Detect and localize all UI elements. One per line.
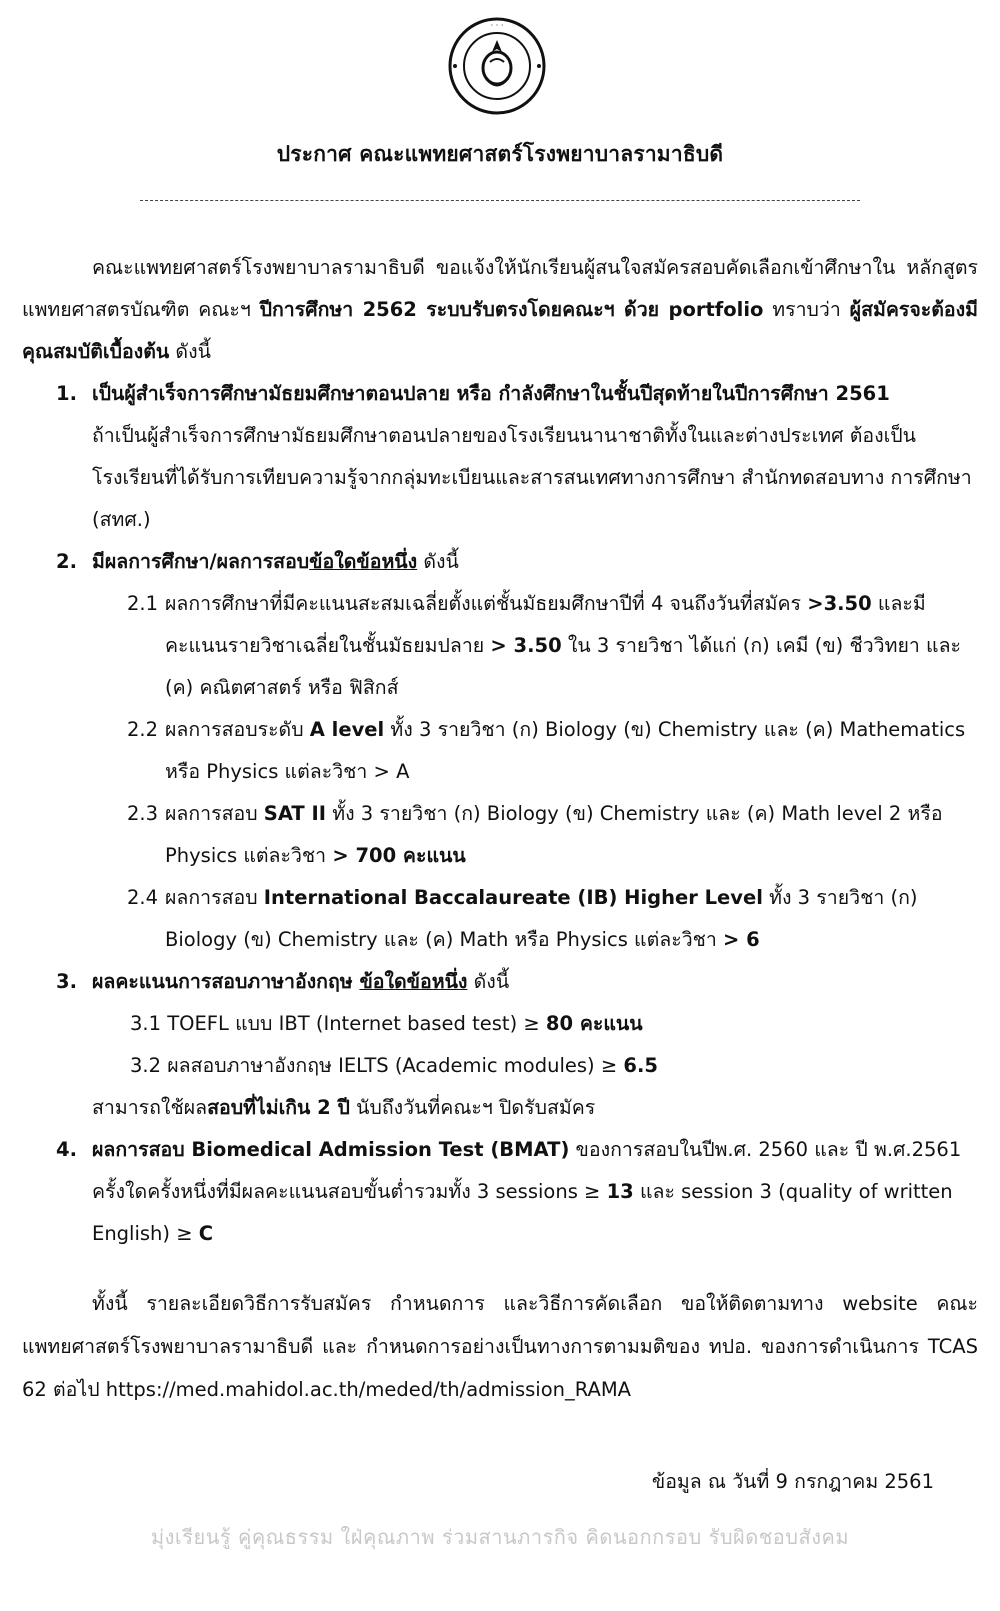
sub-item-text: 3.1 TOEFL แบบ IBT (Internet based test) ≥ — [130, 1012, 546, 1035]
sub-item-value: International Baccalaureate (IB) Higher Level — [263, 886, 763, 909]
item-4-value: C — [198, 1222, 214, 1245]
sub-item-text: ทั้ง 3 รายวิชา (ก) Biology (ข) Chemistry และ (ค) Math level 2 หรือ Physics แต่ละวิชา — [165, 802, 943, 867]
sub-item — [22, 793, 978, 877]
closing-paragraph — [22, 1282, 978, 1411]
sub-item-value: > 6 — [723, 928, 760, 951]
sub-item-number: 2.1 — [127, 592, 159, 615]
item-number: 3. — [56, 970, 77, 993]
intro-text-b: ปีการศึกษา 2562 ระบบรับตรงโดยคณะฯ ด้วย portfolio — [259, 298, 764, 321]
item-1-text: ถ้าเป็นผู้สำเร็จการศึกษามัธยมศึกษาตอนปลายของโรงเรียนนานาชาติทั้งในและต่างประเทศ ต้องเป็น โรงเรียนที่ได้รับการเทียบความรู้จากกลุ่มทะเบียนและสารสนเทศทางการศึกษา สำนักทดสอบทาง การศึกษา (สทศ.) — [92, 424, 972, 531]
sub-item-value: SAT II — [263, 802, 327, 825]
item-3-heading: ผลคะแนนการสอบภาษาอังกฤษ — [92, 970, 360, 993]
sub-item-text: และมี คะแนนรายวิชาเฉลี่ยในชั้นมัธยมปลาย — [165, 592, 926, 657]
svg-text:· · ·: · · · — [490, 21, 504, 30]
item-1-heading: เป็นผู้สำเร็จการศึกษามัธยมศึกษาตอนปลาย หรือ กำลังศึกษาในชั้นปีสุดท้ายในปีการศึกษา 2561 — [92, 382, 890, 405]
intro-text-e: ดังนี้ — [169, 340, 211, 363]
intro-text-d: ผู้สมัครจะต้องมีคุณสมบัติเบื้องต้น — [22, 298, 978, 363]
date-line: ข้อมูล ณ วันที่ 9 กรกฎาคม 2561 — [651, 1470, 934, 1493]
item-4-value: 13 — [606, 1180, 634, 1203]
sub-item — [22, 1003, 978, 1045]
note-text: นับถึงวันที่คณะฯ ปิดรับสมัคร — [349, 1096, 596, 1119]
sub-item-value: > A — [373, 760, 410, 783]
sub-item-text: ใน 3 รายวิชา ได้แก่ (ก) เคมี (ข) ชีววิทยา และ (ค) คณิตศาสตร์ หรือ ฟิสิกส์ — [165, 634, 962, 699]
sub-item-value: A level — [309, 718, 385, 741]
sub-item-number: 2.3 — [127, 802, 159, 825]
list-item — [22, 1129, 978, 1255]
sub-item-number: 2.2 — [127, 718, 159, 741]
divider — [140, 200, 860, 201]
sub-item-text: ทั้ง 3 รายวิชา (ก) Biology (ข) Chemistry และ (ค) Mathematics หรือ Physics แต่ละวิชา — [165, 718, 966, 783]
sub-item-text: ผลการสอบ — [165, 886, 264, 909]
item-2-tail: ดังนี้ — [417, 550, 459, 573]
sub-item-text: ผลการสอบ — [165, 802, 264, 825]
sub-item — [22, 877, 978, 961]
document-body — [22, 247, 978, 1255]
motto-footer: มุ่งเรียนรู้ คู่คุณธรรม ใฝ่คุณภาพ ร่วมสานภารกิจ คิดนอกกรอบ รับผิดชอบสังคม — [150, 1525, 850, 1549]
item-3-note — [22, 1087, 978, 1129]
item-3-underline: ข้อใดข้อหนึ่ง — [359, 970, 468, 993]
sub-item-value: 6.5 — [623, 1054, 658, 1077]
intro-text-c: ทราบว่า — [763, 298, 850, 321]
list-item — [22, 961, 978, 1003]
university-seal-icon — [432, 16, 562, 116]
closing-text: ทั้งนี้ รายละเอียดวิธีการรับสมัคร กำหนดการ และวิธีการคัดเลือก ขอให้ติดตามทาง website คณะ แพทยศาสตร์โรงพยาบาลรามาธิบดี และ กำหนดการอย่างเป็นทางการตามมติของ ทปอ. ของการดำเนินการ TCAS 62 ต่อไป https://med.mahidol.ac.th/meded/th/admission_RAMA — [22, 1292, 978, 1401]
sub-item-number: 2.4 — [127, 886, 159, 909]
list-item — [22, 373, 978, 541]
item-4-text: และ session 3 (quality of written English) ≥ — [92, 1180, 953, 1245]
intro-paragraph — [22, 247, 978, 373]
sub-item — [22, 1045, 978, 1087]
item-3-tail: ดังนี้ — [467, 970, 510, 993]
sub-item-text: ผลการศึกษาที่มีคะแนนสะสมเฉลี่ยตั้งแต่ชั้นมัธยมศึกษาปีที่ 4 จนถึงวันที่สมัคร — [165, 592, 808, 615]
sub-item-value: >3.50 — [807, 592, 872, 615]
intro-text-a: คณะแพทยศาสตร์โรงพยาบาลรามาธิบดี ขอแจ้งให้นักเรียนผู้สนใจสมัครสอบคัดเลือกเข้าศึกษาใน หลักสูตรแพทยศาสตรบัณฑิต คณะฯ — [22, 256, 978, 321]
sub-item-value: > 3.50 — [490, 634, 562, 657]
item-4-text: ของการสอบในปีพ.ศ. 2560 และ ปี พ.ศ.2561 ครั้งใดครั้งหนึ่งที่มีผลคะแนนสอบขั้นต่ำรวมทั้ง 3 sessions ≥ — [92, 1138, 962, 1203]
sub-item-value: 80 คะแนน — [545, 1012, 643, 1035]
note-bold: สอบที่ไม่เกิน 2 ปี — [207, 1096, 350, 1119]
page-title: ประกาศ คณะแพทยศาสตร์โรงพยาบาลรามาธิบดี — [276, 142, 724, 166]
item-2-underline: ข้อใดข้อหนึ่ง — [309, 550, 418, 573]
item-number: 2. — [56, 550, 77, 573]
sub-item-text: 3.2 ผลสอบภาษาอังกฤษ IELTS (Academic modules) ≥ — [130, 1054, 624, 1077]
item-2-heading: มีผลการศึกษา/ผลการสอบ — [92, 550, 310, 573]
item-number: 4. — [56, 1138, 77, 1161]
item-number: 1. — [56, 382, 77, 405]
note-text: สามารถใช้ผล — [92, 1096, 208, 1119]
sub-item — [22, 583, 978, 709]
sub-item — [22, 709, 978, 793]
sub-item-value: > 700 คะแนน — [332, 844, 466, 867]
sub-item-text: ทั้ง 3 รายวิชา (ก) Biology (ข) Chemistry และ (ค) Math หรือ Physics แต่ละวิชา — [165, 886, 918, 951]
list-item — [22, 541, 978, 583]
item-4-heading: ผลการสอบ Biomedical Admission Test (BMAT) — [92, 1138, 570, 1161]
sub-item-text: ผลการสอบระดับ — [165, 718, 310, 741]
